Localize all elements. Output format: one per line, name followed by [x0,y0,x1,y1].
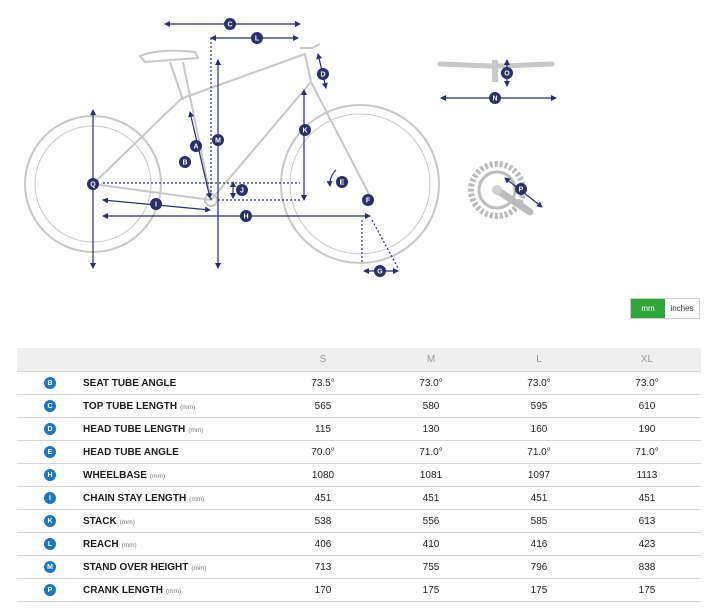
table-cell: 838 [593,556,701,579]
diagram-badge-m [212,134,224,146]
table-cell: 796 [485,556,593,579]
diagram-badge-h [240,210,252,222]
measurement-unit: (mm) [188,426,204,434]
diagram-badge-label: E [339,179,345,187]
table-cell: 565 [269,395,377,418]
dimension-code-badge: H [44,469,56,481]
measurement-name: CRANK LENGTH [83,584,163,596]
table-cell: 71.0° [377,441,485,464]
table-cell: 190 [593,418,701,441]
table-row [17,556,701,579]
header-blank [83,348,269,372]
table-row [17,441,701,464]
measurement-name: STACK [83,515,117,527]
diagram-badge-n [489,92,501,104]
measurement-unit: (mm) [191,564,207,572]
measurement-name: REACH [83,538,119,550]
table-cell: 1081 [377,464,485,487]
row-code-cell [17,464,83,487]
diagram-badge-p [515,183,527,195]
crankset-icon [471,164,542,216]
table-cell: 73.0° [593,372,701,395]
diagram-badge-c [224,18,236,30]
diagram-badge-g [374,265,386,277]
diagram-badge-label: I [155,201,157,209]
header-blank [17,348,83,372]
diagram-badge-l [251,32,263,44]
saddle-icon [140,51,198,62]
table-cell: 556 [377,510,485,533]
row-label [83,418,269,441]
table-cell: 73.0° [377,372,485,395]
table-cell: 713 [269,556,377,579]
table-row [17,510,701,533]
table-cell: 451 [485,487,593,510]
table-cell: 451 [377,487,485,510]
row-label [83,395,269,418]
diagram-badge-label: B [182,159,188,167]
dimension-code-badge: E [44,446,56,458]
diagram-badge-label: L [254,35,260,43]
table-cell: 585 [485,510,593,533]
unit-mm-button[interactable]: mm [631,299,665,318]
diagram-badge-i [150,198,162,210]
diagram-badge-label: O [504,70,510,78]
row-code-cell [17,510,83,533]
diagram-badge-label: C [227,21,233,29]
table-cell: 1080 [269,464,377,487]
measurement-unit: (mm) [119,518,135,526]
table-cell: 115 [269,418,377,441]
measurement-name: WHEELBASE [83,469,147,481]
table-row [17,487,701,510]
row-label [83,510,269,533]
size-header-xl: XL [593,348,701,372]
diagram-badge-label: H [243,213,249,221]
dimension-code-badge: L [44,538,56,550]
table-cell: 71.0° [593,441,701,464]
table-row [17,418,701,441]
unit-inches-button[interactable]: inches [665,299,699,318]
row-label [83,556,269,579]
dimension-code-badge: M [44,561,56,573]
table-cell: 1113 [593,464,701,487]
diagram-badge-e [336,176,348,188]
diagram-badge-label: D [320,71,326,79]
dimension-code-badge: K [44,515,56,527]
table-header-row [17,348,701,372]
geometry-table [17,348,701,602]
table-cell: 130 [377,418,485,441]
diagram-badge-label: N [492,95,498,103]
size-header-s: S [269,348,377,372]
row-label [83,372,269,395]
row-label [83,464,269,487]
table-row [17,464,701,487]
measurement-unit: (mm) [166,587,182,595]
measurement-name: CHAIN STAY LENGTH [83,492,187,504]
measurement-name: HEAD TUBE ANGLE [83,446,179,458]
table-cell: 416 [485,533,593,556]
table-cell: 73.5° [269,372,377,395]
table-cell: 755 [377,556,485,579]
size-header-m: M [377,348,485,372]
measurement-name: HEAD TUBE LENGTH [83,423,186,435]
table-cell: 595 [485,395,593,418]
measurement-unit: (mm) [149,472,166,480]
diagram-badge-label: K [302,127,308,135]
diagram-badge-d [317,68,329,80]
diagram-badge-label: J [240,187,244,195]
row-code-cell [17,418,83,441]
diagram-badge-label: M [215,137,221,145]
bike-geometry-diagram [0,0,718,300]
table-cell: 1097 [485,464,593,487]
table-cell: 70.0° [269,441,377,464]
row-code-cell [17,372,83,395]
diagram-badge-q [87,178,99,190]
table-cell: 538 [269,510,377,533]
bike-outline [25,44,439,263]
diagram-badge-j [236,184,248,196]
table-cell: 406 [269,533,377,556]
table-row [17,533,701,556]
dimension-code-badge: B [44,377,56,389]
row-code-cell [17,395,83,418]
table-row [17,372,701,395]
diagram-badge-o [501,67,513,79]
row-label [83,533,269,556]
table-row [17,395,701,418]
row-code-cell [17,533,83,556]
table-cell: 73.0° [485,372,593,395]
row-code-cell [17,487,83,510]
table-cell: 451 [269,487,377,510]
row-code-cell [17,441,83,464]
measurement-name: SEAT TUBE ANGLE [83,377,177,389]
diagram-badge-b [179,156,191,168]
row-code-cell [17,556,83,579]
row-label [83,487,269,510]
handlebar-top-view [440,60,556,98]
diagram-badge-k [299,124,311,136]
diagram-badge-label: G [377,268,383,276]
table-cell: 175 [377,579,485,602]
measurement-unit: (mm) [189,495,205,503]
unit-toggle[interactable] [630,298,700,319]
dimension-code-badge: C [44,400,56,412]
diagram-badge-f [362,194,374,206]
row-label [83,441,269,464]
dimension-badges [87,18,527,277]
diagram-badge-label: P [518,186,524,194]
diagram-badge-label: F [365,197,371,205]
table-cell: 71.0° [485,441,593,464]
table-cell: 175 [593,579,701,602]
table-cell: 610 [593,395,701,418]
row-label [83,579,269,602]
diagram-badge-a [190,140,202,152]
measurement-name: STAND OVER HEIGHT [83,561,189,573]
table-cell: 170 [269,579,377,602]
table-cell: 451 [593,487,701,510]
table-cell: 423 [593,533,701,556]
measurement-unit: (mm) [121,541,137,549]
dimension-code-badge: D [44,423,56,435]
table-cell: 175 [485,579,593,602]
table-cell: 613 [593,510,701,533]
size-header-l: L [485,348,593,372]
table-cell: 160 [485,418,593,441]
measurement-unit: (mm) [180,403,196,411]
table-cell: 580 [377,395,485,418]
measurement-name: TOP TUBE LENGTH [83,400,178,412]
table-row [17,579,701,602]
dimension-code-badge: P [44,584,56,596]
row-code-cell [17,579,83,602]
diagram-badge-label: A [193,143,199,151]
table-cell: 410 [377,533,485,556]
dimension-code-badge: I [44,492,56,504]
diagram-badge-label: Q [90,181,96,189]
